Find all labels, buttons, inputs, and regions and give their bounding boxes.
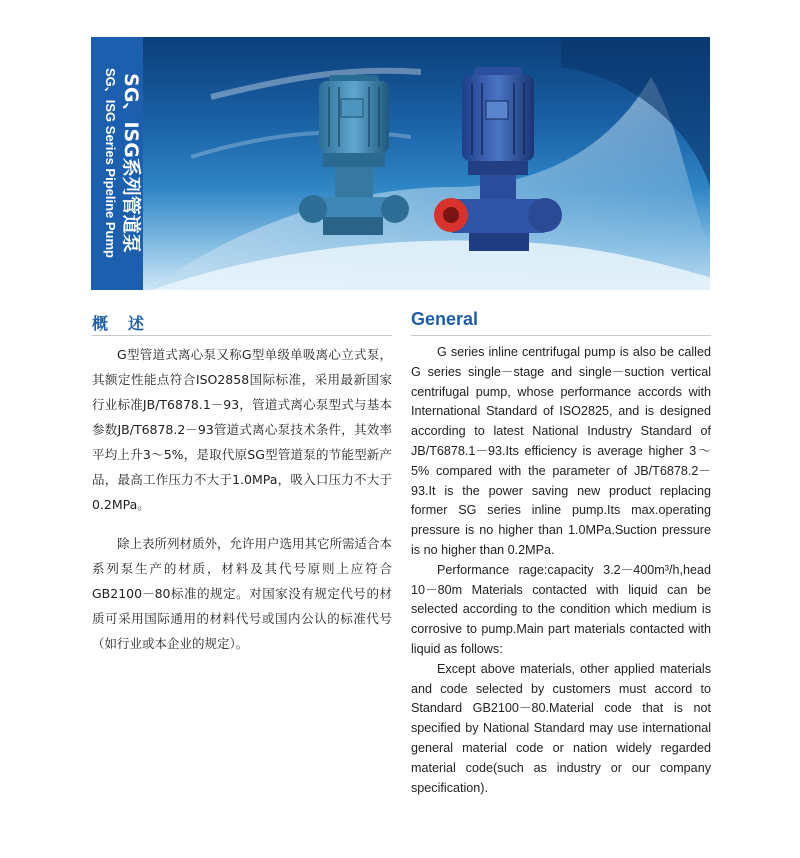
paragraph-en-2: Performance rage:capacity 3.2－400m³/h,head 10－80m Materials contacted with liquid can be selected according to the condition which medium is corrosive to pump.Main part materials contacted with liquid as follows: [411,562,711,656]
paragraph-en-3: Except above materials, other applied materials and code selected by customers must accord to Standard GB2100－80.Material code that is not specified by National Standard may use international general material code or nation widely regarded material code(such as industry or our company specification). [411,661,711,795]
paragraph-cn-2: 除上表所列材质外，允许用户选用其它所需适合本系列泵生产的材质，材料及其代号原则上应符合GB2100－80标准的规定。对国家没有规定代号的材质可采用国际通用的材料代号或国内公认的标准代号（如行业或本企业的规定）。 [92,536,393,651]
pump-photo-right [434,67,562,251]
heading-general-en: General [411,309,479,329]
paragraph-cn-1: G型管道式离心泵又称G型单级单吸离心立式泵，其额定性能点符合ISO2858国际标准，采用最新国家行业标准JB/T6878.1－93，管道式离心泵型式与基本参数JB/T6878.2－93管道式离心泵技术条件，其效率平均上升3～5%，是取代原SG型管道泵的节能型新产品，最高工作压力不大于1.0MPa，吸入口压力不大于0.2MPa。 [92,347,392,512]
banner-title [91,43,143,283]
banner [91,37,710,290]
divider-right [411,335,711,336]
body-en [411,343,711,798]
wave-background [91,37,710,290]
heading-overview-cn: 概述 [92,314,165,333]
paragraph-en-1: G series inline centrifugal pump is also be called G series single－stage and single－suction vertical centrifugal pump, whose performance accords with International Standard of ISO2825, and is designed according to latest National Industry Standard of JB/T6878.1－93.Its efficiency is average higher 3～5% compared with the parameter of JB/T6878.2－93.It is the power saving new product replacing former SG series inline pump.Its max.operating pressure is no higher than 1.0MPa.Suction pressure is no higher than 0.2MPa. [411,345,711,557]
banner-title-cn: SG、ISG系列管道泵 [120,73,142,253]
pump-photo-left [299,75,409,235]
divider-left [92,335,392,336]
body-cn [92,342,392,656]
banner-title-en: SG、ISG Series Pipeline Pump [103,67,118,258]
